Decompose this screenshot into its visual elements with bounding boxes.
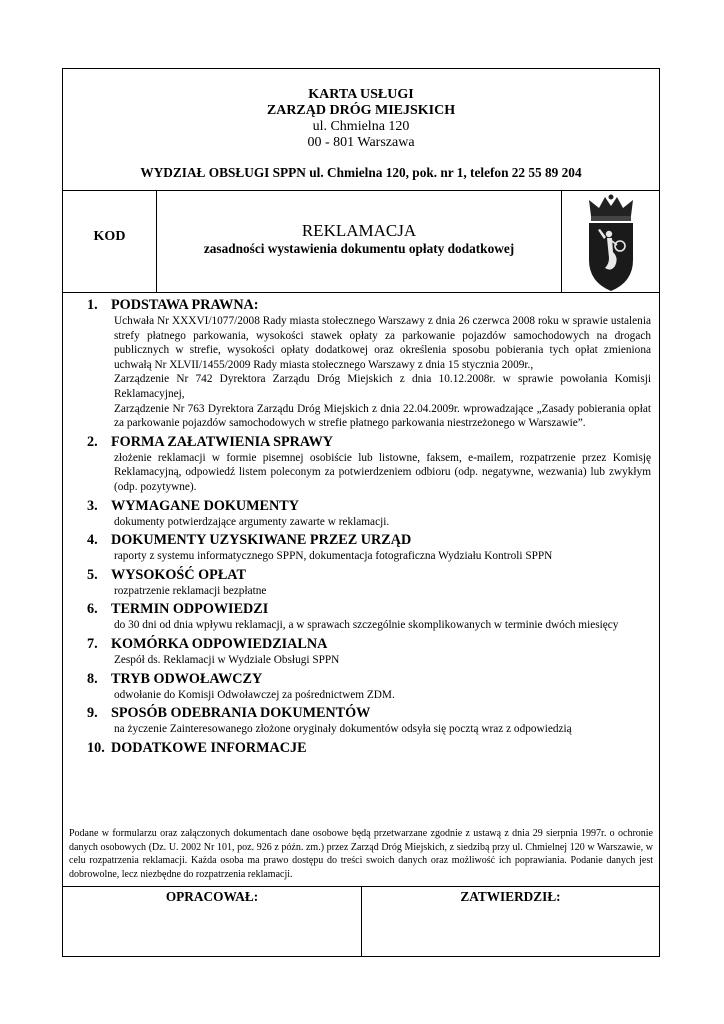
kod-label: KOD bbox=[93, 229, 126, 244]
department-line: WYDZIAŁ OBSŁUGI SPPN ul. Chmielna 120, pok. nr 1, telefon 22 55 89 204 bbox=[140, 165, 582, 180]
approved-by-label: ZATWIERDZIŁ: bbox=[460, 889, 561, 904]
header-line-1: KARTA USŁUGI bbox=[308, 87, 414, 102]
header-line-2: ZARZĄD DRÓG MIEJSKICH bbox=[266, 103, 456, 118]
section-heading: DOKUMENTY UZYSKIWANE PRZEZ URZĄD bbox=[111, 532, 412, 549]
divider bbox=[63, 190, 659, 191]
section-number: 10. bbox=[87, 739, 105, 756]
section-document-collection bbox=[87, 705, 651, 737]
section-text: Zarządzenie Nr 763 Dyrektora Zarządu Dróg Miejskich z dnia 22.04.2009r. wprowadzające „Zasady pobierania opłat za parkowanie pojazdów samochodowych w strefie płatnego parkowania niestrzeżonego w Warszawie”. bbox=[114, 402, 651, 430]
section-additional-info bbox=[87, 740, 651, 757]
section-heading: WYMAGANE DOKUMENTY bbox=[111, 497, 299, 514]
document-title bbox=[157, 221, 561, 257]
section-text: dokumenty potwierdzające argumenty zawarte w reklamacji. bbox=[114, 515, 390, 528]
section-heading: FORMA ZAŁATWIENIA SPRAWY bbox=[111, 433, 334, 450]
section-heading: DODATKOWE INFORMACJE bbox=[111, 739, 307, 756]
section-text: raporty z systemu informatycznego SPPN, dokumentacja fotograficzna Wydziału Kontroli SPPN bbox=[114, 550, 553, 563]
section-number: 7. bbox=[87, 635, 98, 652]
section-text: złożenie reklamacji w formie pisemnej osobiście lub listowne, faksem, e-mailem, rozpatrzenie przez Komisję Reklamacyjną, odpowiedź listem poleconym za potwierdzeniem odbioru (odp. negatywne, wezwania) lub zwykłym (odp. pozytywne). bbox=[114, 451, 651, 493]
privacy-note: Podane w formularzu oraz załączonych dokumentach dane osobowe będą przetwarzane zgodnie z ustawą z dnia 29 sierpnia 1997r. o ochronie danych osobowych (Dz. U. 2002 Nr 101, poz. 926 z późn. zm.) przez Zarząd Dróg Miejskich, z siedzibą przy ul. Chmielnej 120 w Warszawie, w celu rozpatrzenia reklamacji. Każda osoba ma prawo dostępu do treści swoich danych oraz możliwość ich poprawiania. Podanie danych jest dobrowolne, lecz niezbędne do rozpatrzenia reklamacji. bbox=[69, 828, 653, 880]
section-number: 1. bbox=[87, 297, 98, 313]
header-line-3: ul. Chmielna 120 bbox=[312, 119, 410, 134]
section-number: 4. bbox=[87, 532, 98, 549]
prepared-by-label: OPRACOWAŁ: bbox=[165, 889, 259, 904]
section-procedure bbox=[87, 434, 651, 495]
divider bbox=[63, 292, 659, 293]
section-heading: SPOSÓB ODEBRANIA DOKUMENTÓW bbox=[111, 705, 371, 722]
section-text: do 30 dni od dnia wpływu reklamacji, a w sprawach szczególnie skomplikowanych w terminie dwóch miesięcy bbox=[114, 619, 619, 632]
section-heading: WYSOKOŚĆ OPŁAT bbox=[111, 566, 246, 583]
section-number: 9. bbox=[87, 705, 98, 722]
section-text: odwołanie do Komisji Odwoławczej za pośrednictwem ZDM. bbox=[114, 688, 395, 701]
sections-list bbox=[87, 297, 651, 760]
document-header bbox=[63, 87, 659, 151]
section-number: 6. bbox=[87, 601, 98, 618]
section-obtained-documents bbox=[87, 532, 651, 564]
section-required-documents bbox=[87, 498, 651, 530]
section-number: 8. bbox=[87, 670, 98, 687]
section-number: 3. bbox=[87, 497, 98, 514]
divider bbox=[561, 190, 562, 292]
section-fees bbox=[87, 567, 651, 599]
subtitle-text: zasadności wystawienia dokumentu opłaty dodatkowej bbox=[203, 241, 515, 256]
section-text: Uchwała Nr XXXVI/1077/2008 Rady miasta stołecznego Warszawy z dnia 26 czerwca 2008 roku w sprawie ustalenia strefy płatnego parkowania, wysokości stawek opłaty za parkowanie pojazdów samochodowych na drogach publicznych w strefie, wysokości opłaty dodatkowej oraz określenia sposobu pobierania tych opłat zmieniona uchwałą Nr XLVII/1455/2009 Rady miasta stołecznego Warszawy z dnia 15 stycznia 2009r., bbox=[114, 315, 651, 371]
section-responsible-unit bbox=[87, 636, 651, 668]
section-heading: TERMIN ODPOWIEDZI bbox=[111, 601, 269, 618]
service-card bbox=[62, 68, 660, 957]
section-heading: TRYB ODWOŁAWCZY bbox=[111, 670, 263, 687]
header-line-4: 00 - 801 Warszawa bbox=[307, 135, 415, 150]
section-text: rozpatrzenie reklamacji bezpłatne bbox=[114, 584, 267, 597]
section-number: 5. bbox=[87, 566, 98, 583]
section-text: Zespół ds. Reklamacji w Wydziale Obsługi SPPN bbox=[114, 653, 340, 666]
section-heading: KOMÓRKA ODPOWIEDZIALNA bbox=[111, 635, 328, 652]
section-heading: PODSTAWA PRAWNA: bbox=[111, 297, 259, 313]
section-appeal bbox=[87, 671, 651, 703]
title-text: REKLAMACJA bbox=[301, 221, 417, 240]
section-response-time bbox=[87, 601, 651, 633]
section-text: Zarządzenie Nr 742 Dyrektora Zarządu Dróg Miejskich z dnia 10.12.2008r. w sprawie powołania Komisji Reklamacyjnej, bbox=[114, 373, 651, 400]
warsaw-crest-icon bbox=[581, 194, 641, 294]
section-text: na życzenie Zainteresowanego złożone oryginały dokumentów odsyła się pocztą wraz z odpowiedzią bbox=[114, 723, 572, 736]
section-number: 2. bbox=[87, 433, 98, 450]
section-legal-basis bbox=[87, 297, 651, 431]
